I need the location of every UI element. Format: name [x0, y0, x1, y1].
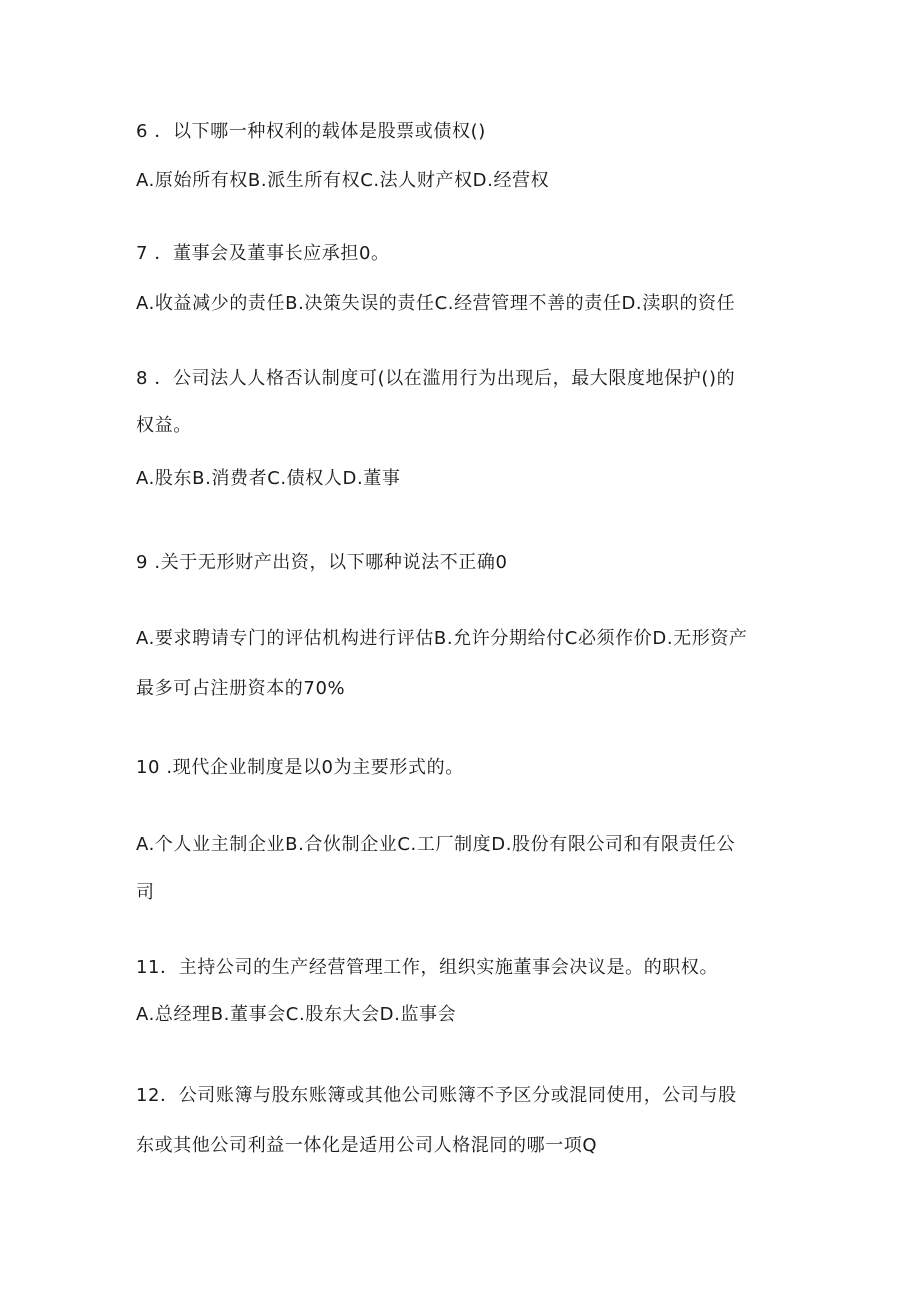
question-9-options-line-1: A.要求聘请专门的评估机构进行评估B.允许分期给付C必须作价D.无形资产 — [136, 628, 748, 649]
question-9-stem: 9 .关于无形财产出资，以下哪种说法不正确0 — [136, 552, 508, 573]
question-8-stem-line-1: 8 ．公司法人人格否认制度可(以在滥用行为出现后，最大限度地保护()的 — [136, 368, 736, 389]
question-7-stem: 7 ．董事会及董事长应承担0。 — [136, 243, 390, 264]
question-7-options: A.收益减少的责任B.决策失误的责任C.经营管理不善的责任D.渎职的资任 — [136, 293, 736, 314]
question-10-options-line-1: A.个人业主制企业B.合伙制企业C.工厂制度D.股份有限公司和有限责任公 — [136, 834, 736, 855]
question-11-stem: 11．主持公司的生产经营管理工作，组织实施董事会决议是。的职权。 — [136, 957, 719, 978]
question-8-stem-line-2: 权益。 — [136, 415, 192, 436]
question-6-options: A.原始所有权B.派生所有权C.法人财产权D.经营权 — [136, 170, 550, 191]
question-8-options: A.股东B.消费者C.债权人D.董事 — [136, 468, 401, 489]
question-12-stem-line-2: 东或其他公司利益一体化是适用公司人格混同的哪一项Q — [136, 1135, 598, 1156]
question-11-options: A.总经理B.董事会C.股东大会D.监事会 — [136, 1004, 457, 1025]
question-12-stem-line-1: 12．公司账簿与股东账簿或其他公司账簿不予区分或混同使用，公司与股 — [136, 1085, 737, 1106]
question-10-options-line-2: 司 — [136, 882, 155, 903]
question-10-stem: 10 .现代企业制度是以0为主要形式的。 — [136, 757, 464, 778]
question-9-options-line-2: 最多可占注册资本的70% — [136, 678, 346, 699]
question-6-stem: 6 ．以下哪一种权利的载体是股票或债权() — [136, 121, 486, 142]
